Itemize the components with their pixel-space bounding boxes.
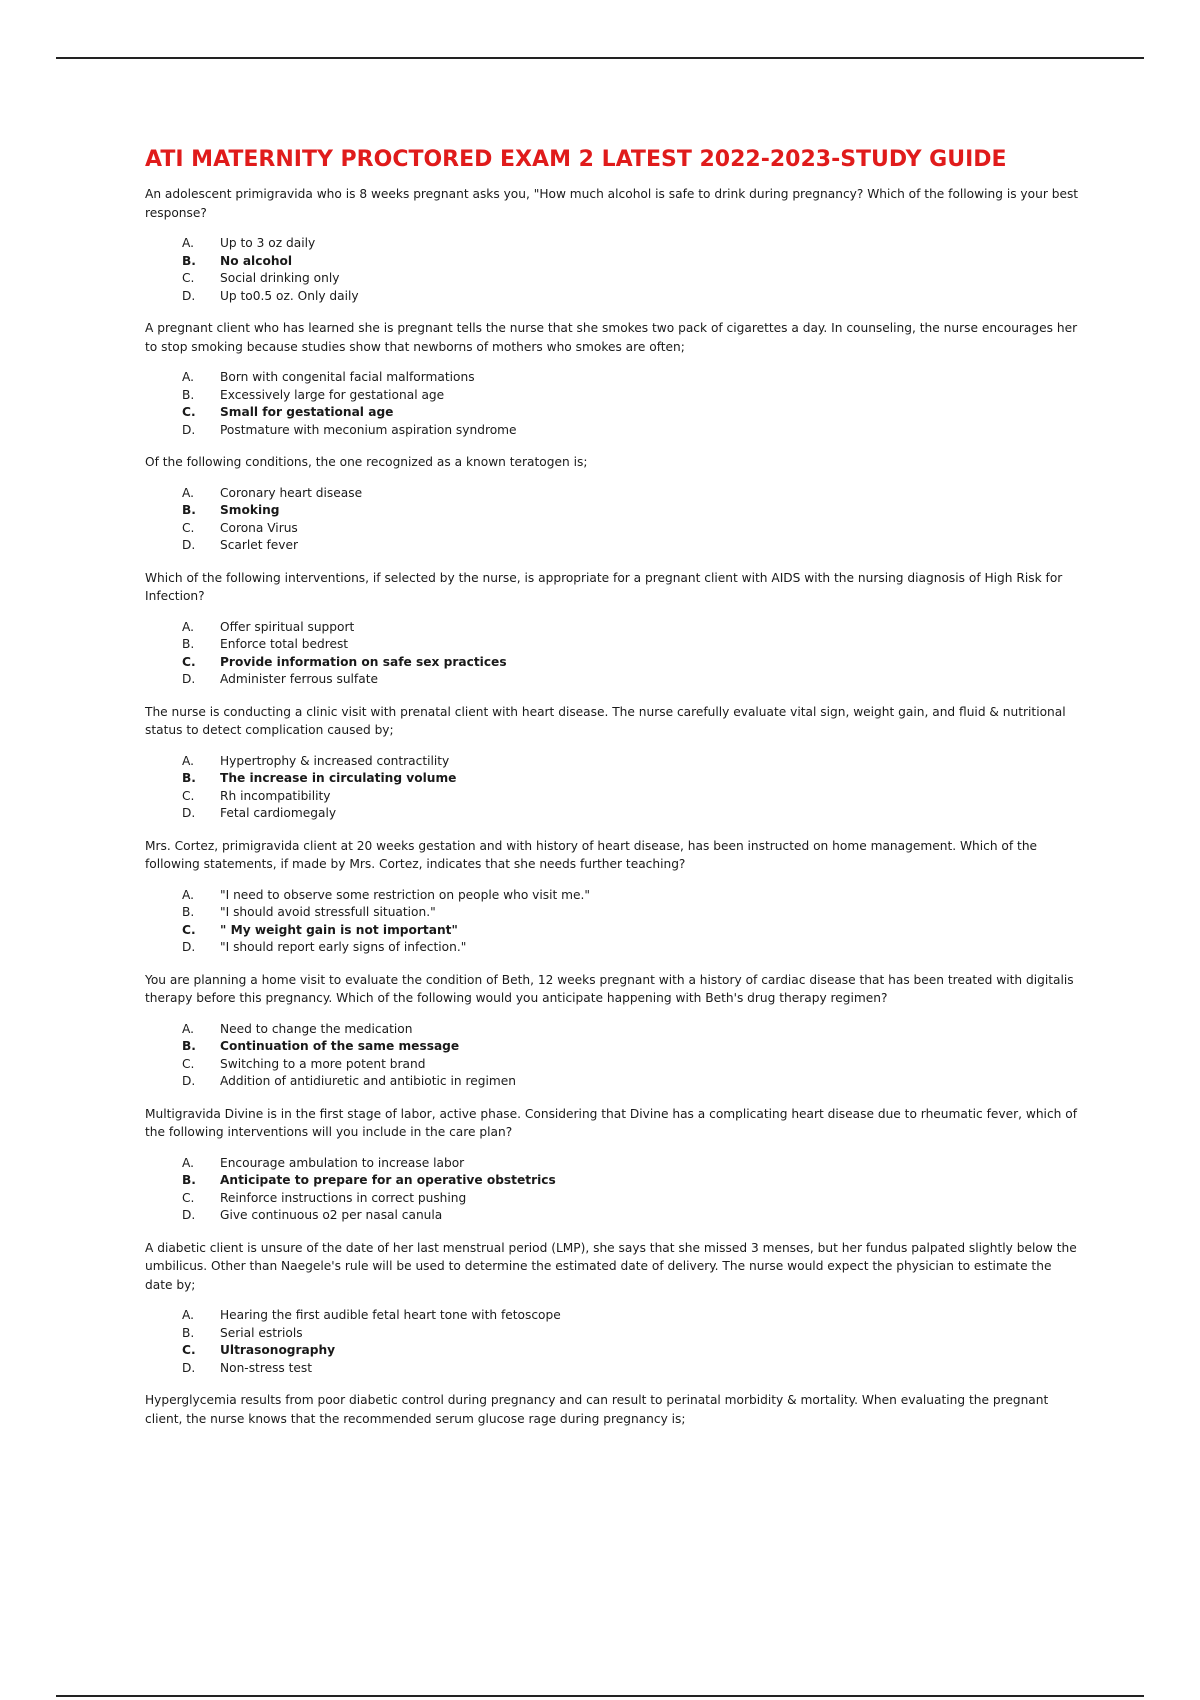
option-text: Encourage ambulation to increase labor	[220, 1155, 465, 1170]
option-text: Up to0.5 oz. Only daily	[220, 288, 359, 303]
option-letter: B.	[182, 771, 196, 785]
option-letter: D.	[182, 288, 196, 303]
document-title: ATI MATERNITY PROCTORED EXAM 2 LATEST 2022-2023-STUDY GUIDE	[145, 147, 1007, 172]
option-text: Administer ferrous sulfate	[220, 672, 378, 686]
option-letter: D.	[182, 538, 196, 552]
answer-option-correct	[145, 922, 1080, 940]
option-text: Ultrasonography	[220, 1343, 336, 1357]
option-text: Up to 3 oz daily	[220, 236, 316, 250]
option-text: Corona Virus	[220, 520, 298, 535]
answer-option	[145, 1360, 1080, 1378]
option-letter: C.	[182, 788, 195, 803]
answer-options	[145, 485, 1080, 555]
answer-option	[145, 537, 1080, 555]
question-stem: A diabetic client is unsure of the date of her last menstrual period (LMP), she says that she missed 3 menses, but her fundus palpated slightly below the umbilicus. Other than Naegele's rule will be used to determine the estimated date of delivery. The nurse would expect the physician to estimate the date by;	[145, 1240, 1077, 1292]
option-letter: A.	[182, 887, 194, 902]
option-letter: D.	[182, 940, 196, 954]
option-text: Serial estriols	[220, 1325, 303, 1340]
option-text: "I should report early signs of infection."	[220, 940, 467, 954]
answer-option-correct	[145, 1342, 1080, 1360]
answer-options	[145, 887, 1080, 957]
option-letter: B.	[182, 1039, 196, 1053]
answer-option	[145, 1155, 1080, 1173]
answer-options	[145, 235, 1080, 305]
option-text: No alcohol	[220, 253, 293, 268]
question-stem: A pregnant client who has learned she is pregnant tells the nurse that she smokes two pack of cigarettes a day. In counseling, the nurse encourages her to stop smoking because studies show that newborns of mothers who smokes are often;	[145, 321, 1078, 354]
option-letter: A.	[182, 1155, 194, 1170]
option-letter: B.	[182, 905, 195, 919]
option-letter: A.	[182, 1308, 194, 1322]
question-block	[145, 837, 1080, 957]
answer-option	[145, 939, 1080, 957]
question-stem: The nurse is conducting a clinic visit with prenatal client with heart disease. The nurse carefully evaluate vital sign, weight gain, and fluid & nutritional status to detect complication caused by;	[145, 704, 1066, 737]
question-stem: Of the following conditions, the one recognized as a known teratogen is;	[145, 455, 588, 469]
option-text: Offer spiritual support	[220, 619, 355, 634]
question-block	[145, 1105, 1080, 1225]
answer-option	[145, 288, 1080, 306]
question-list	[145, 185, 1080, 1428]
answer-option	[145, 1325, 1080, 1343]
answer-option-correct	[145, 1038, 1080, 1056]
answer-option-correct	[145, 502, 1080, 520]
answer-option	[145, 636, 1080, 654]
option-letter: A.	[182, 619, 194, 634]
option-text: Provide information on safe sex practices	[220, 654, 507, 669]
answer-option	[145, 1190, 1080, 1208]
answer-option-correct	[145, 770, 1080, 788]
option-text: Enforce total bedrest	[220, 637, 349, 651]
option-letter: D.	[182, 806, 196, 820]
option-text: Social drinking only	[220, 271, 340, 285]
option-letter: B.	[182, 503, 196, 517]
option-text: The increase in circulating volume	[220, 771, 457, 785]
option-letter: D.	[182, 422, 196, 437]
option-letter: D.	[182, 1074, 196, 1088]
answer-option	[145, 235, 1080, 253]
answer-option	[145, 887, 1080, 905]
option-letter: C.	[182, 654, 196, 669]
answer-option	[145, 1207, 1080, 1225]
question-stem: Which of the following interventions, if selected by the nurse, is appropriate for a pregnant client with AIDS with the nursing diagnosis of High Risk for Infection?	[145, 570, 1063, 603]
option-text: Scarlet fever	[220, 538, 298, 552]
option-letter: A.	[182, 485, 194, 500]
option-letter: C.	[182, 1343, 196, 1357]
option-letter: B.	[182, 253, 196, 268]
option-text: Excessively large for gestational age	[220, 387, 445, 402]
answer-option-correct	[145, 404, 1080, 422]
question-block	[145, 1239, 1080, 1378]
bottom-rule	[56, 1695, 1144, 1697]
answer-option	[145, 485, 1080, 503]
answer-option	[145, 904, 1080, 922]
answer-option	[145, 369, 1080, 387]
answer-option-correct	[145, 1172, 1080, 1190]
option-text: Coronary heart disease	[220, 485, 363, 500]
option-text: Hypertrophy & increased contractility	[220, 753, 450, 768]
question-block	[145, 453, 1080, 555]
option-text: Continuation of the same message	[220, 1039, 460, 1053]
question-stem: An adolescent primigravida who is 8 weeks pregnant asks you, "How much alcohol is safe to drink during pregnancy? Which of the following is your best response?	[145, 187, 1079, 220]
option-letter: C.	[182, 1056, 195, 1071]
answer-option	[145, 619, 1080, 637]
answer-option	[145, 1021, 1080, 1039]
answer-option-correct	[145, 654, 1080, 672]
option-letter: A.	[182, 753, 194, 768]
option-letter: B.	[182, 637, 195, 651]
option-text: Postmature with meconium aspiration syndrome	[220, 422, 517, 437]
answer-option	[145, 788, 1080, 806]
question-stem: Multigravida Divine is in the first stage of labor, active phase. Considering that Divine has a complicating heart disease due to rheumatic fever, which of the following interventions will you include in the care plan?	[145, 1106, 1077, 1139]
option-letter: D.	[182, 1208, 196, 1222]
answer-options	[145, 1155, 1080, 1225]
answer-option-correct	[145, 253, 1080, 271]
answer-options	[145, 369, 1080, 439]
answer-option	[145, 270, 1080, 288]
answer-options	[145, 753, 1080, 823]
top-rule	[56, 57, 1144, 59]
option-letter: C.	[182, 271, 195, 285]
answer-options	[145, 619, 1080, 689]
option-letter: C.	[182, 1190, 195, 1205]
option-text: Hearing the first audible fetal heart tone with fetoscope	[220, 1308, 561, 1322]
option-text: Born with congenital facial malformations	[220, 370, 475, 384]
option-letter: A.	[182, 236, 194, 250]
option-letter: D.	[182, 672, 196, 686]
option-text: Addition of antidiuretic and antibiotic in regimen	[220, 1074, 516, 1088]
option-letter: B.	[182, 1173, 196, 1187]
option-text: " My weight gain is not important"	[220, 922, 458, 937]
answer-option	[145, 422, 1080, 440]
option-letter: B.	[182, 1325, 195, 1340]
option-letter: C.	[182, 922, 196, 937]
question-block	[145, 569, 1080, 689]
question-block	[145, 703, 1080, 823]
answer-options	[145, 1021, 1080, 1091]
option-text: Anticipate to prepare for an operative obstetrics	[220, 1173, 556, 1187]
answer-option	[145, 805, 1080, 823]
question-block	[145, 971, 1080, 1091]
option-text: Switching to a more potent brand	[220, 1056, 426, 1071]
option-text: Reinforce instructions in correct pushing	[220, 1190, 467, 1205]
option-text: "I should avoid stressfull situation."	[220, 905, 436, 919]
option-letter: C.	[182, 405, 196, 419]
option-letter: A.	[182, 370, 194, 384]
option-letter: C.	[182, 520, 195, 535]
option-text: Need to change the medication	[220, 1021, 413, 1036]
answer-option	[145, 1307, 1080, 1325]
option-letter: A.	[182, 1021, 194, 1036]
answer-option	[145, 1056, 1080, 1074]
document-body	[145, 146, 1080, 1441]
option-letter: B.	[182, 387, 195, 402]
option-text: Non-stress test	[220, 1360, 313, 1375]
option-letter: D.	[182, 1360, 196, 1375]
question-stem: Hyperglycemia results from poor diabetic control during pregnancy and can result to perinatal morbidity & mortality. When evaluating the pregnant client, the nurse knows that the recommended serum glucose rage during pregnancy is;	[145, 1393, 1049, 1426]
answer-option	[145, 520, 1080, 538]
answer-option	[145, 753, 1080, 771]
question-block	[145, 1391, 1080, 1428]
question-block	[145, 319, 1080, 439]
answer-option	[145, 671, 1080, 689]
question-stem: Mrs. Cortez, primigravida client at 20 weeks gestation and with history of heart disease, has been instructed on home management. Which of the following statements, if made by Mrs. Cortez, indicates that she needs further teaching?	[145, 838, 1038, 871]
answer-option	[145, 1073, 1080, 1091]
question-block	[145, 185, 1080, 305]
option-text: Rh incompatibility	[220, 788, 331, 803]
answer-options	[145, 1307, 1080, 1377]
option-text: "I need to observe some restriction on people who visit me."	[220, 887, 590, 902]
option-text: Fetal cardiomegaly	[220, 806, 337, 820]
option-text: Give continuous o2 per nasal canula	[220, 1208, 443, 1222]
option-text: Small for gestational age	[220, 405, 394, 419]
question-stem: You are planning a home visit to evaluate the condition of Beth, 12 weeks pregnant with a history of cardiac disease that has been treated with digitalis therapy before this pregnancy. Which of the following would you anticipate happening with Beth's drug therapy regimen?	[145, 972, 1074, 1005]
answer-option	[145, 387, 1080, 405]
option-text: Smoking	[220, 503, 280, 517]
